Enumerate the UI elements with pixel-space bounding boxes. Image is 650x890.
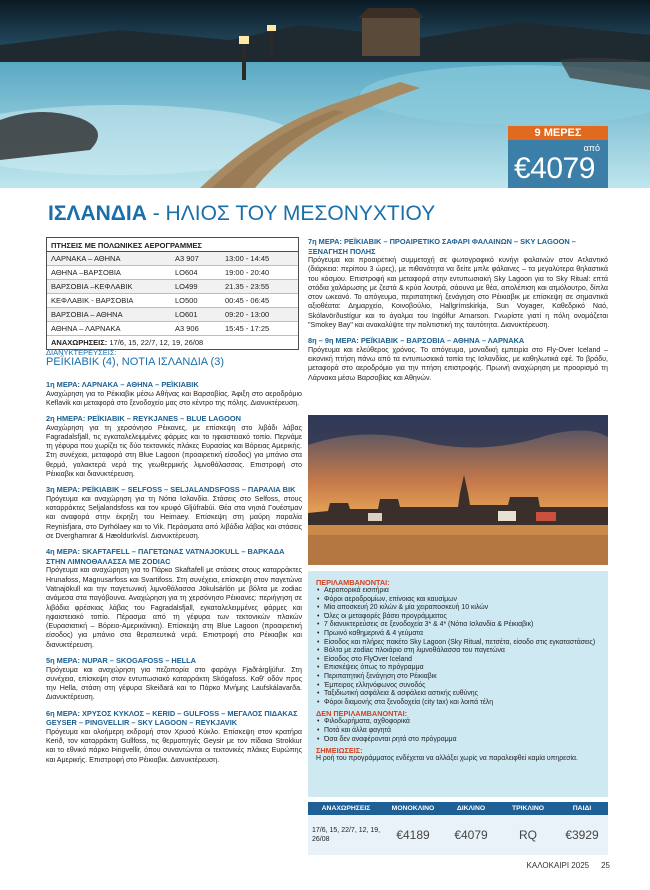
flight-time: 19:00 - 20:40 (225, 268, 270, 277)
day-text: Πρόγευμα και ολοήμερη εκδρομή στον Χρυσό Κύκλο. Επίσκεψη στον κρατήρα Kerið, τον καταρράκτη Gullfoss, τις θερμοπηγές Geysir με τον πίδακα Strokkur και το εθνικό πάρκο Þingvellir, όπου συναντώνται οι τεκτονικές πλάκες Ευρώπης και Αμερικής. Επιστροφή στο Ρέικιαβικ. Διανυκτέρευση. (46, 727, 302, 764)
reykjavik-photo (308, 415, 608, 565)
notes-text: Η ροή του προγράμματος ενδέχεται να αλλάξει χωρίς να παραλειφθεί καμία υπηρεσία. (316, 755, 578, 763)
day-text: Πρόγευμα και ελεύθερος χρόνος. Το απόγευμα, μοναδική εμπειρία στο Fly-Over Iceland – εικονική πτήση πάνω από τα εντυπωσιακά τοπία της Ισλανδίας, με καθηλωτικά εφέ. Το βράδυ, μεταφορά στο αεροδρόμιο για την πτήση επιστροφής. Πρωινή αναχώρηση με προορισμό τη Λάρνακα μέσω Βαρσοβίας και Αθηνών. (308, 345, 608, 382)
price-triple: RQ (519, 828, 537, 842)
flight-time: 21.35 - 23:55 (225, 282, 270, 291)
price-badge (508, 126, 608, 188)
flights-table (46, 237, 299, 350)
flight-time: 00:45 - 06:45 (225, 296, 270, 305)
day-text: Αναχώρηση για τη χερσόνησο Ρέικανες, με επίσκεψη στο λιβάδι λάβας Fagradalsfjall, τις εγκαταλελειμμένες φάρμες και το ηφαιστειακό τοπίο. Περνάμε τη γέφυρα που χωρίζει τις δύο τεκτονικές πλάκες Ευρασίας και Βόρειας Αμερικής. Στη συνέχεια, μεταφορά στη Blue Lagoon (προαιρετική είσοδος) για μπάνιο στα θερμά, γαλακτερά νερά της γεωθερμικής λιμνοθάλασσας. Επιστροφή στο Ρέικιαβικ και διανυκτέρευση. (46, 423, 302, 479)
not-included-header: ΔΕΝ ΠΕΡΙΛΑΜΒΑΝΟΝΤΑΙ: (316, 709, 408, 719)
price-child: €3929 (565, 828, 599, 842)
included-item: • Αεροπορικά εισιτήρια (316, 587, 600, 596)
price-table (308, 802, 608, 855)
day-block (46, 380, 302, 408)
flight-row (47, 252, 298, 266)
included-item: • 7 διανυκτερεύσεις σε ξενοδοχεία 3* & 4* (Νότια Ισλανδία & Ρέικιαβικ) (316, 621, 600, 630)
day-block (46, 485, 302, 541)
departures-label: ΑΝΑΧΩΡΗΣΕΙΣ: (51, 338, 108, 347)
day-block (46, 709, 302, 765)
included-item: • Φόροι διαμονής στα ξενοδοχεία (city tax) και λοιπά τέλη (316, 699, 600, 708)
day-text: Πρόγευμα και αναχώρηση για πεζοπορία στο φαράγγι Fjaðrárgljúfur. Στη συνέχεια, επίσκεψη στον εντυπωσιακό καταρράκτη Skógafoss. Καθ' οδόν προς την Hella, στάση στη γέφυρα Skeiðará και το Πάρκο Μνήμης Laufskálavarða. Διανυκτέρευση. (46, 665, 302, 702)
flights-header: ΠΤΗΣΕΙΣ ΜΕ ΠΟΛΩΝΙΚΕΣ ΑΕΡΟΓΡΑΜΜΕΣ (47, 238, 298, 252)
stays-value: ΡΕΪΚΙΑΒΙΚ (4), ΝΟΤΙΑ ΙΣΛΑΝΔΙΑ (3) (46, 356, 224, 368)
page-number: 25 (601, 861, 610, 870)
included-item: • Βόλτα με zodiac πλοιάριο στη λιμνοθάλασσα του παγετώνα (316, 647, 600, 656)
included-item: • Πρωινό καθημερινά & 4 γεύματα (316, 630, 600, 639)
col-single: ΜΟΝΟΚΛΙΝΟ (391, 805, 435, 812)
included-item: • Έμπειρος ελληνόφωνος συνοδός (316, 682, 600, 691)
flight-code: LO499 (175, 282, 198, 291)
included-list (316, 587, 600, 707)
hero-image (0, 0, 650, 188)
day-title: 7η ΜΕΡΑ: ΡΕΪΚΙΑΒΙΚ – ΠΡΟΑΙΡΕΤΙΚΟ ΣΑΦΑΡΙ ΦΑΛΑΙΝΩΝ – SKY LAGOON – ΞΕΝΑΓΗΣΗ ΠΟΛΗΣ (308, 237, 576, 256)
col-departures: ΑΝΑΧΩΡΗΣΕΙΣ (321, 805, 371, 812)
flight-row (47, 266, 298, 280)
included-item: • Ταξιδιωτική ασφάλεια & ασφάλεια αστικής ευθύνης (316, 690, 600, 699)
flights-rows (47, 252, 298, 336)
price-amount: €4079 (514, 152, 595, 185)
day-title: 5η ΜΕΡΑ: NUPAR – SKOGAFOSS – HELLA (46, 656, 197, 666)
flight-row (47, 280, 298, 294)
stays-label: ΔΙΑΝΥΚΤΕΡΕΥΣΕΙΣ: (46, 348, 117, 357)
included-item: • Επισκέψεις όπως το πρόγραμμα (316, 664, 600, 673)
flight-time: 09:20 - 13:00 (225, 310, 270, 319)
itinerary-right (308, 237, 608, 389)
price-table-header (308, 802, 608, 815)
title-country: ΙΣΛΑΝΔΙΑ (48, 202, 147, 225)
price-from-box (508, 140, 608, 188)
flight-row (47, 294, 298, 308)
price-single: €4189 (396, 828, 430, 842)
title-subtitle: - ΗΛΙΟΣ ΤΟΥ ΜΕΣΟΝΥΧΤΙΟΥ (146, 202, 436, 225)
flight-time: 13:00 - 14:45 (225, 254, 270, 263)
flight-route: ΒΑΡΣΟΒΙΑ – ΑΘΗΝΑ (51, 310, 123, 319)
day-text: Αναχώρηση για το Ρέικιαβικ μέσω Αθήνας και Βαρσοβίας. Άφιξη στο αεροδρόμιο Keflavik και μεταφορά στο ξενοδοχείο μας στο κέντρο της πόλης. Διανυκτέρευση. (46, 389, 302, 407)
day-text: Πρόγευμα και προαιρετική συμμετοχή σε φωτογραφικό κυνήγι φαλαινών στον Ατλαντικό (διάρκεια: περίπου 3 ώρες), με πιθανότητα να δείτε μπλε φάλαινες – τα μεγαλύτερα θηλαστικά του κόσμου. Επιστροφή και μεταφορά στην εντυπωσιακή Sky Lagoon για το Sky Ritual: επτά στάδια χαλάρωσης με ζεστά & κρύα λουτρά, σάουνα με θέα, απολέπιση και ατμόλουτρο, δίπλα στον ωκεανό. Το απόγευμα, περιπατητική ξενάγηση στο Ρέικιαβικ με επίσκεψη σε σημαντικά αξιοθέατα: Δημαρχείο, Κοινοβούλιο, Hallgrímskirkja, Sun Voyager, Καθεδρικό Ναό, Skólavörðustígur και το άγαλμα του Ingólfur Arnarson. Γνωρίστε γιατί η πόλη ονομάζεται "Smokey Bay" και ανακαλύψτε την πολιτιστική της ταυτότητα. Διανυκτέρευση. (308, 256, 608, 330)
flight-row (47, 308, 298, 322)
day-title: 6η ΜΕΡΑ: ΧΡΥΣΟΣ ΚΥΚΛΟΣ – KERID – GULFOSS – ΜΕΓΑΛΟΣ ΠΙΔΑΚΑΣ GEYSER – PINGVELLIR – SKY LAGOON – REYKJAVIK (46, 708, 298, 728)
day-title: 2η ΗΜΕΡΑ: ΡΕΪΚΙΑΒΙΚ – REYKJANES – BLUE LAGOON (46, 414, 241, 424)
included-item: • Περιπατητική ξενάγηση στο Ρέικιαβικ (316, 673, 600, 682)
notes-header: ΣΗΜΕΙΩΣΕΙΣ: (316, 746, 363, 756)
day-block (46, 656, 302, 703)
duration-badge: 9 ΜΕΡΕΣ (508, 126, 608, 140)
not-included-list (316, 718, 600, 744)
flight-code: A3 907 (175, 254, 199, 263)
col-child: ΠΑΙΔΙ (572, 805, 592, 812)
day-title: 8η – 9η ΜΕΡΑ: ΡΕΪΚΙΑΒΙΚ – ΒΑΡΣΟΒΙΑ – ΑΘΗΝΑ – ΛΑΡΝΑΚΑ (308, 336, 525, 346)
not-included-item: • Όσα δεν αναφέρονται ρητά στο πρόγραμμα (316, 736, 600, 745)
flight-code: LO604 (175, 268, 198, 277)
flight-route: ΑΘΗΝΑ – ΛΑΡΝΑΚΑ (51, 324, 121, 333)
day-block (46, 547, 302, 650)
flight-code: LO601 (175, 310, 198, 319)
flight-route: ΛΑΡΝΑΚΑ – ΑΘΗΝΑ (51, 254, 121, 263)
col-triple: ΤΡΙΚΛΙΝΟ (511, 805, 545, 812)
price-from-label: από (583, 143, 600, 153)
day-title: 3η ΜΕΡΑ: ΡΕΪΚΙΑΒΙΚ – SELFOSS – SELJALANDSFOSS – ΠΑΡΑΛΙΑ ΒΙΚ (46, 485, 296, 495)
departures-value: 17/6, 15, 22/7, 12, 19, 26/08 (107, 338, 204, 347)
included-item: • Είσοδος στο FlyOver Iceland (316, 656, 600, 665)
day-title: 4η ΜΕΡΑ: SKAFTAFELL – ΠΑΓΕΤΩΝΑΣ VATNAJOKULL – ΒΑΡΚΑΔΑ ΣΤΗΝ ΛΙΜΝΟΘΑΛΑΣΣΑ ΜΕ ZODIAC (46, 547, 285, 566)
included-item: • Μία αποσκευή 20 κιλών & μία χειραποσκευή 10 κιλών (316, 604, 600, 613)
day-block (46, 414, 302, 479)
included-item: • Είσοδος και πλήρες πακέτο Sky Lagoon (Sky Ritual, πετσέτα, είσοδο στις εγκαταστάσεις) (316, 639, 600, 648)
day-title: 1η ΜΕΡΑ: ΛΑΡΝΑΚΑ – ΑΘΗΝΑ – ΡΕΪΚΙΑΒΙΚ (46, 380, 199, 389)
inclusions-box (308, 571, 608, 797)
day-block (308, 336, 608, 383)
page-title (48, 202, 435, 226)
price-dates: 17/6, 15, 22/7, 12, 19, 26/08 (312, 827, 381, 843)
not-included-item: • Φιλοδωρήματα, αχθοφορικά (316, 718, 600, 727)
included-item: • Φόροι αεροδρομίων, επίνοιας και καυσίμων (316, 596, 600, 605)
day-text: Πρόγευμα και αναχώρηση για το Πάρκο Skaftafell με στάσεις στους καταρράκτες Hrunafoss, Magnusarfoss και Svartifoss. Στη συνέχεια, επίσκεψη στον παγετώνα Vatnajökull και την παγετωνική λιμνοθάλασσα Jökulsárlón με βόλτα με zodiac ανάμεσα στα παγόβουνα. Αναχώρηση για τη χερσόνησο Ρέικιανες: περιήγηση σε λιβάδια φρέσκιας λάβας του Fagradalsfjall, εγκαταλελειμμένες φάρμες και ηφαιστειακό τοπίο. Πέρασμα από τη γέφυρα των τεκτονικών πλακών (Ευρασιατική – Βόρειο-Αμερικάνικη). Επίσκεψη στη Blue Lagoon (προαιρετική είσοδος) για μπάνιο στα θεραπευτικά νερά. Επιστροφή στο Ρέικιαβικ και διανυκτέρευση. (46, 566, 302, 649)
flight-code: A3 906 (175, 324, 199, 333)
footer-season: ΚΑΛΟΚΑΙΡΙ 2025 (526, 861, 590, 870)
price-double: €4079 (454, 828, 488, 842)
flight-code: LO500 (175, 296, 198, 305)
day-text: Πρόγευμα και αναχώρηση για τη Νότια Ισλανδία. Στάσεις στο Selfoss, στους καταρράκτες Seljalandsfoss και τον κρυφό Gljúfrabúi. Θέα στα νησιά Γουέστμαν και αναφορά στην έκρηξη του Heimaey. Επίσκεψη στη μαύρη παραλία Reynisfjara, στο Dyrhólaey και το Vik. Περάσματα από λιβάδια λάβας και στάσεις σε Dverghamrar & Hæoldurkvísl. Διανυκτέρευση. (46, 494, 302, 541)
day-block (308, 237, 608, 330)
included-item: • Όλες οι μεταφορές βάσει προγράμματος (316, 613, 600, 622)
page-footer (527, 861, 610, 870)
flight-time: 15:45 - 17:25 (225, 324, 270, 333)
flight-route: ΑΘΗΝΑ –ΒΑΡΣΟΒΙΑ (51, 268, 121, 277)
not-included-item: • Ποτά και άλλα φαγητά (316, 727, 600, 736)
included-header: ΠΕΡΙΛΑΜΒΑΝΟΝΤΑΙ: (316, 578, 390, 587)
itinerary-left (46, 380, 302, 771)
col-double: ΔΙΚΛΙΝΟ (456, 805, 486, 812)
flight-route: ΒΑΡΣΟΒΙΑ –ΚΕΦΛΑΒΙΚ (51, 282, 133, 291)
price-table-row (308, 815, 608, 855)
flight-row (47, 322, 298, 336)
flight-route: ΚΕΦΛΑΒΙΚ - ΒΑΡΣΟΒΙΑ (51, 296, 134, 305)
city-sunset-illustration (308, 415, 608, 565)
